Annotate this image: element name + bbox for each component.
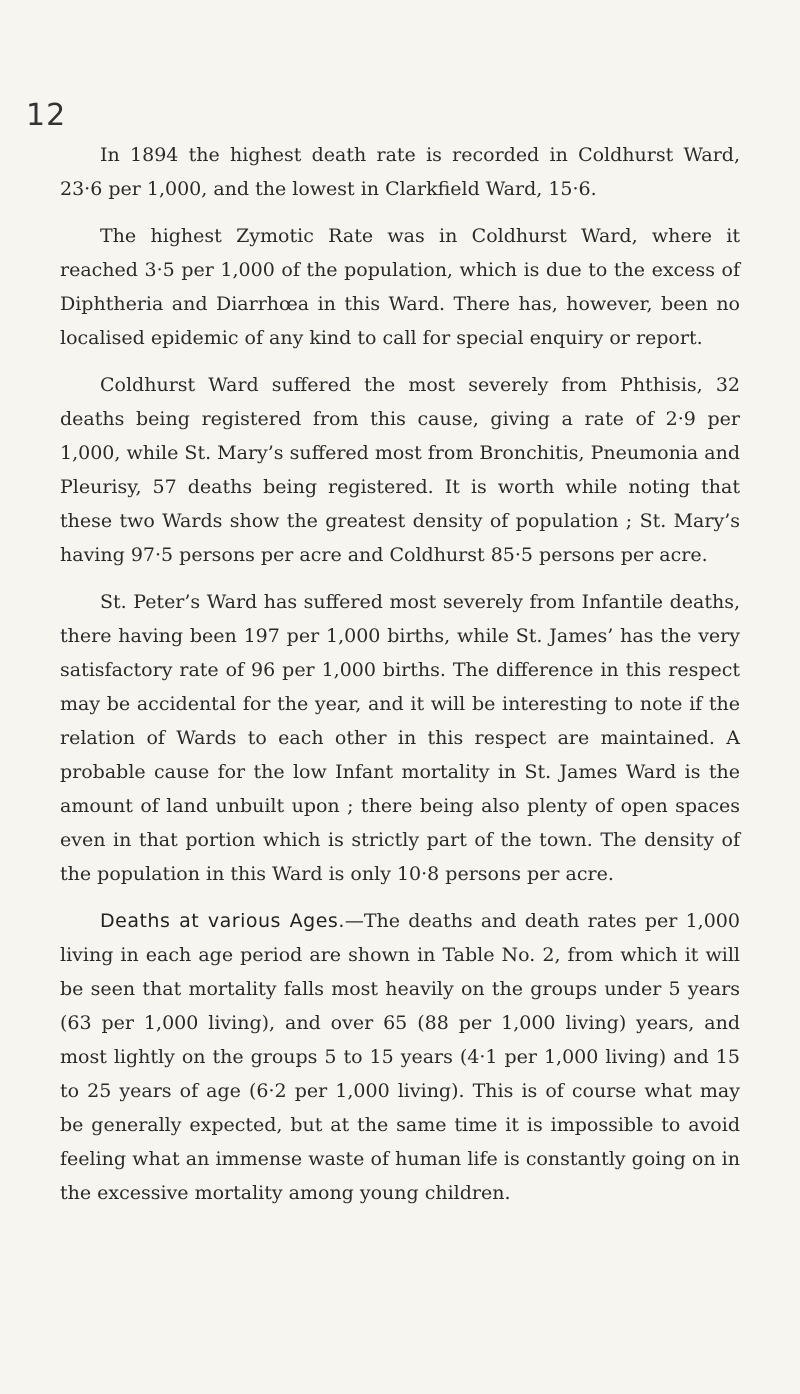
section-heading: Deaths at various Ages.	[100, 910, 345, 932]
paragraph-phthisis: Coldhurst Ward suffered the most severely from Phthisis, 32 deaths being registered from this cause, giving a rate of 2·9 per 1,000, while St. Mary’s suffered most from Bronchitis, Pneumonia and Pleurisy, 57 deaths being registered. It is worth while noting that these two Wards show the greatest density of population ; St. Mary’s having 97·5 persons per acre and Coldhurst 85·5 persons per acre.	[60, 374, 740, 566]
paragraph-deaths-at-ages	[60, 904, 740, 1210]
paragraph-death-rates: In 1894 the highest death rate is recorded in Coldhurst Ward, 23·6 per 1,000, and the lowest in Clarkfield Ward, 15·6.	[60, 144, 740, 200]
paragraph-zymotic-rate: The highest Zymotic Rate was in Coldhurst Ward, where it reached 3·5 per 1,000 of the population, which is due to the excess of Diphtheria and Diarrhœa in this Ward. There has, however, been no localised epidemic of any kind to call for special enquiry or report.	[60, 225, 740, 349]
section-text: —The deaths and death rates per 1,000 living in each age period are shown in Table No. 2, from which it will be seen that mortality falls most heavily on the groups under 5 years (63 per 1,000 living), and over 65 (88 per 1,000 living) years, and most lightly on the groups 5 to 15 years (4·1 per 1,000 living) and 15 to 25 years of age (6·2 per 1,000 living). This is of course what may be generally expected, but at the same time it is impossible to avoid feeling what an immense waste of human life is constantly going on in the excessive mortality among young children.	[60, 910, 740, 1204]
paragraph-infantile-deaths: St. Peter’s Ward has suffered most severely from Infantile deaths, there having been 197 per 1,000 births, while St. James’ has the very satisfactory rate of 96 per 1,000 births. The difference in this respect may be accidental for the year, and it will be interesting to note if the relation of Wards to each other in this respect are maintained. A probable cause for the low Infant mortality in St. James Ward is the amount of land unbuilt upon ; there being also plenty of open spaces even in that portion which is strictly part of the town. The density of the population in this Ward is only 10·8 persons per acre.	[60, 591, 740, 885]
page-number: 12	[26, 98, 67, 133]
body-text	[60, 138, 740, 1223]
